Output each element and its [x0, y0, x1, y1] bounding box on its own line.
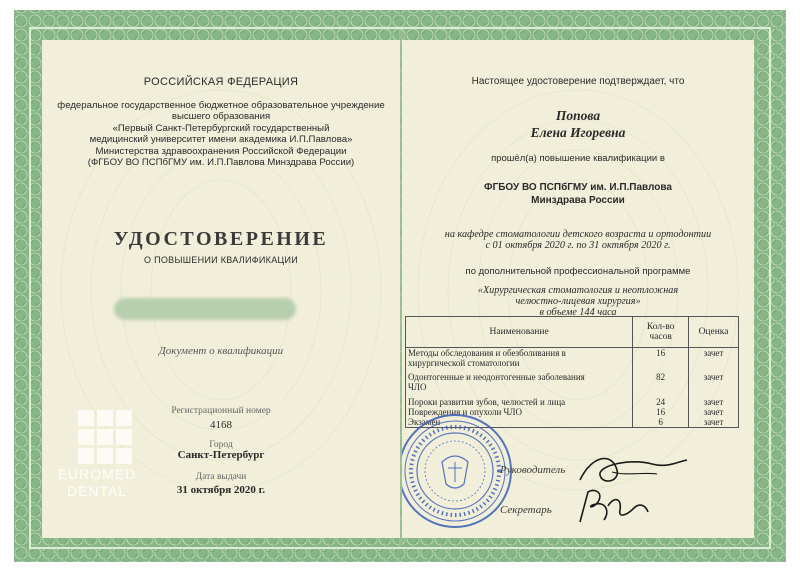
organization-line-1: ФГБОУ ВО ПСПбГМУ им. И.П.Павлова [484, 182, 672, 193]
subject-name: хирургической стоматологии [408, 358, 520, 368]
logo-line-2: DENTAL [66, 483, 128, 499]
institution-line: федеральное государственное бюджетное образовательное учреждение [57, 100, 385, 111]
round-seal-stamp-icon [402, 412, 514, 530]
subject-name: ЧЛО [408, 382, 427, 392]
study-period: с 01 октября 2020 г. по 31 октября 2020 г. [485, 240, 671, 251]
table-row [406, 368, 739, 392]
organization-line-2: Минздрава России [531, 195, 625, 206]
confirm-text: Настоящее удостоверение подтверждает, что [471, 76, 685, 87]
institution-line: Министерства здравоохранения Российской Федерации [95, 146, 347, 157]
subject-grade: зачет [689, 368, 739, 392]
holder-name: Елена Игоревна [530, 125, 626, 140]
secretary-label: Секретарь [500, 504, 552, 516]
subject-name: Пороки развития зубов, челюстей и лица [406, 392, 633, 407]
euromed-watermark-logo [42, 400, 152, 510]
institution-line: (ФГБОУ ВО ПСПбГМУ им. И.П.Павлова Минздрава России) [87, 157, 355, 168]
subject-grade: зачет [689, 348, 739, 369]
subject-name: Методы обследования и обезболивания в [408, 348, 566, 358]
subject-grade: зачет [689, 407, 739, 417]
subject-name: Экзамен [406, 417, 633, 428]
institution-line: высшего образования [171, 111, 271, 122]
program-hours: в объеме 144 часа [539, 307, 617, 318]
program-intro: по дополнительной профессиональной программе [465, 266, 691, 277]
column-header: Наименование [406, 317, 633, 348]
subject-hours: 16 [633, 407, 689, 417]
right-page [402, 40, 754, 538]
logo-line-1: EUROMED [57, 466, 137, 482]
subject-name: Повреждения и опухоли ЧЛО [406, 407, 633, 417]
reg-number: 4168 [210, 419, 232, 431]
subject-grade: зачет [689, 417, 739, 428]
head-label: Руководитель [500, 464, 566, 476]
table-row [406, 348, 739, 369]
redacted-field [114, 298, 296, 320]
issue-date-label: Дата выдачи [195, 472, 247, 482]
program-title-line-2: челюстно-лицевая хирургия» [515, 296, 641, 307]
program-title-line-1: «Хирургическая стоматология и неотложная [477, 285, 679, 296]
subject-name: Одонтогенные и неодонтогенные заболевания [408, 372, 585, 382]
subject-hours: 82 [633, 368, 689, 392]
column-header: Оценка [689, 317, 739, 348]
subject-grade: зачет [689, 392, 739, 407]
secretary-signature-icon [574, 486, 654, 528]
subject-hours: 6 [633, 417, 689, 428]
institution-line: «Первый Санкт-Петербургский государственный [112, 123, 330, 134]
column-header: Кол-во часов [633, 317, 689, 348]
city-label: Город [209, 440, 233, 450]
issue-date: 31 октября 2020 г. [176, 484, 266, 496]
reg-number-label: Регистрационный номер [171, 406, 271, 416]
document-type: Документ о квалификации [158, 345, 284, 357]
institution-line: медицинский университет имени академика И.П.Павлова» [89, 134, 353, 145]
document-title: УДОСТОВЕРЕНИЕ [113, 228, 329, 250]
country-heading: РОССИЙСКАЯ ФЕДЕРАЦИЯ [143, 76, 299, 88]
department: на кафедре стоматологии детского возраста и ортодонтии [444, 229, 712, 240]
head-signature-icon [572, 450, 692, 490]
subject-hours: 16 [633, 348, 689, 369]
table-row [406, 392, 739, 407]
document-subtitle: О ПОВЫШЕНИИ КВАЛИФИКАЦИИ [143, 255, 298, 265]
passed-text: прошёл(а) повышение квалификации в [491, 153, 665, 164]
logo-grid-icon [78, 410, 132, 464]
subject-hours: 24 [633, 392, 689, 407]
city: Санкт-Петербург [177, 449, 265, 461]
holder-surname: Попова [555, 108, 601, 123]
left-page [42, 40, 400, 538]
